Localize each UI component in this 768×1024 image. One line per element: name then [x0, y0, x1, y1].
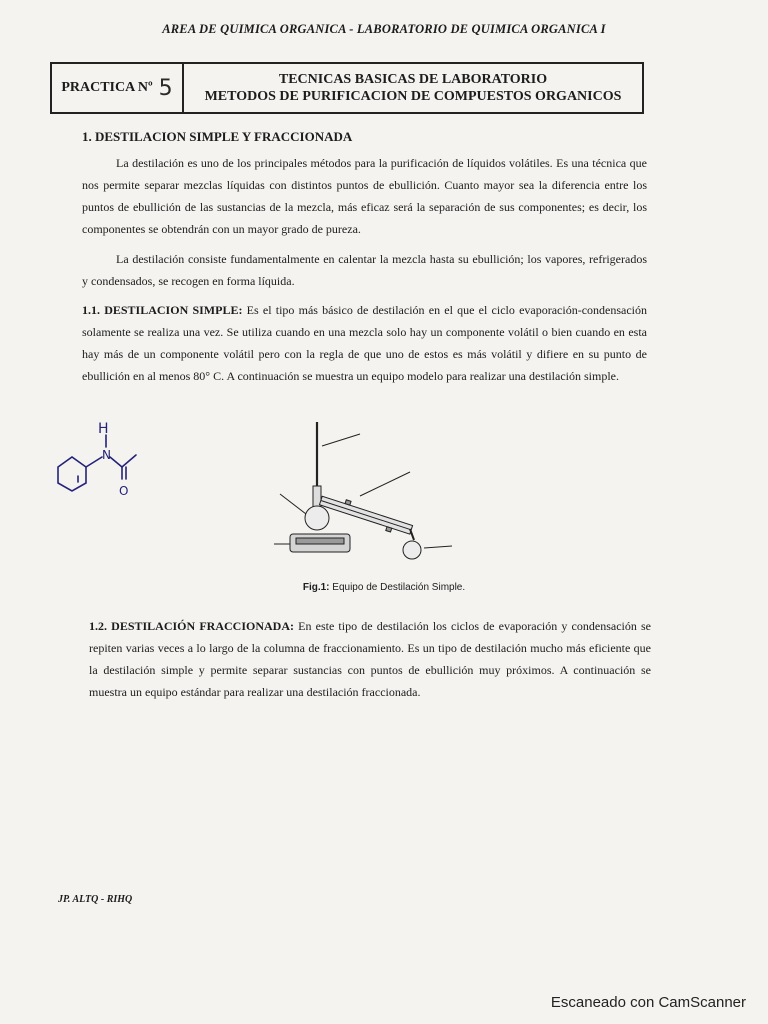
title-line-1: TECNICAS BASICAS DE LABORATORIO [278, 72, 548, 87]
figure-1-caption-text: Equipo de Destilación Simple. [332, 582, 466, 593]
section-1-1-paragraph [82, 299, 647, 387]
section-1-paragraph-2: La destilación consiste fundamentalmente en calentar la mezcla hasta su ebullición; los vapores, refrigerados y condensados, se recogen en forma líquida. [82, 252, 647, 288]
thermometer-pointer [322, 434, 360, 446]
section-1-heading: 1. DESTILACION SIMPLE Y FRACCIONADA [82, 129, 353, 144]
benzene-ring-sketch [58, 457, 86, 491]
condenser-pointer [360, 472, 410, 496]
figure-1-label: Fig.1: [302, 582, 330, 593]
receiving-flask-pointer [424, 546, 452, 548]
title-box [50, 62, 644, 114]
title-cell [184, 64, 642, 112]
section-1-2-heading: 1.2. DESTILACIÓN FRACCIONADA: [89, 619, 294, 633]
section-1-1-text: Es el tipo más básico de destilación en el que el ciclo evaporación-condensación solamente se realiza una vez. Se utiliza cuando en una mezcla solo hay un componente volátil o bien cuando en esta hay más de un componente volátil pero con la regla de que uno de estos es más volátil y difiere en su punto de ebullición en al menos 80° C. A continuación se muestra un equipo modelo para realizar una destilación simple. [82, 303, 648, 383]
boiling-flask [305, 506, 329, 530]
atom-n-label: N [102, 448, 111, 462]
section-1-2-text: En este tipo de destilación los ciclos de evaporación y condensación se repiten varias veces a lo largo de la columna de fraccionamiento. Es un tipo de destilación mucho más eficiente que la destilación simple y permite separar sustancias con puntos de ebullición muy próximos. A continuación se muestra un equipo estándar para realizar una destilación fraccionada. [89, 619, 651, 699]
section-1-1-heading: 1.1. DESTILACION SIMPLE: [82, 303, 243, 317]
section-1-paragraph-1: La destilación es uno de los principales métodos para la purificación de líquidos volátiles. Es una técnica que nos permite separar mezclas líquidas con distintos puntos de ebullición. Cuanto mayor sea la diferencia entre los puntos de ebullición de las sustancias de la mezcla, más eficaz será la separación de sus componentes; es decir, los componentes se obtendrán con un mayor grado de pureza. [82, 156, 647, 236]
flask-pointer [280, 494, 306, 514]
practica-cell [52, 64, 184, 112]
handwritten-structure-sketch [48, 415, 158, 505]
section-1-2-paragraph [89, 615, 651, 703]
distillation-apparatus-figure [260, 416, 510, 576]
atom-h-label: H [98, 421, 109, 437]
footer-initials: JP. ALTQ - RIHQ [58, 894, 133, 905]
condenser [318, 492, 414, 538]
practica-number: 5 [158, 75, 173, 101]
figure-1-caption [0, 582, 768, 593]
practica-label: PRACTICA Nº [61, 80, 153, 95]
running-header: AREA DE QUIMICA ORGANICA - LABORATORIO DE QUIMICA ORGANICA I [162, 22, 606, 36]
scanner-watermark: Escaneado con CamScanner [550, 994, 746, 1011]
title-line-2: METODOS DE PURIFICACION DE COMPUESTOS ORGANICOS [204, 89, 622, 104]
atom-o-label: O [119, 484, 129, 498]
receiving-flask [403, 541, 421, 559]
